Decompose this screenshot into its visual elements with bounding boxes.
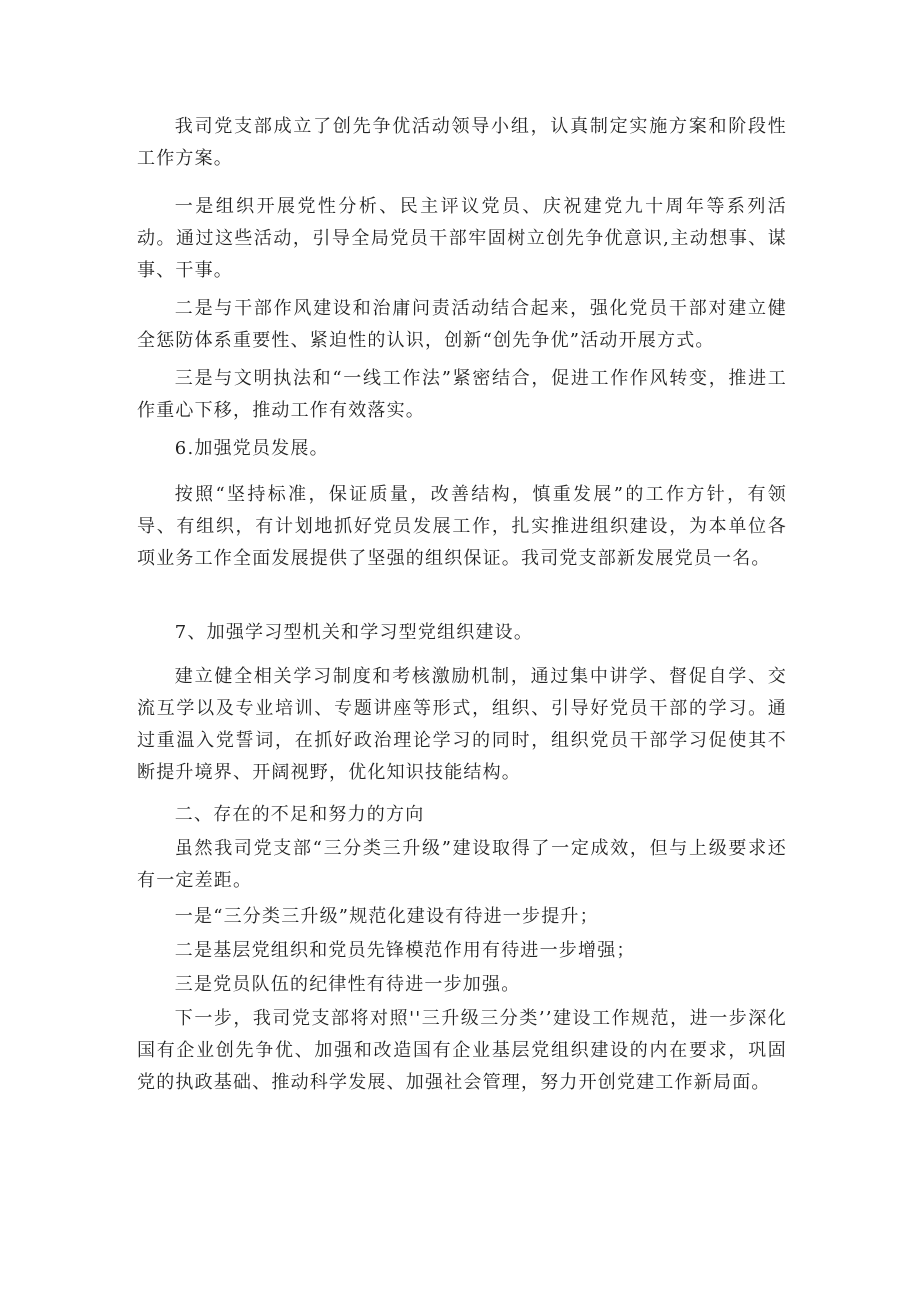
- paragraph-gap-one: 一是“三分类三升级”规范化建设有待进一步提升；: [174, 906, 599, 927]
- paragraph-item-two: 二是与干部作风建设和治庸问责活动结合起来，强化党员干部对建立健全惩防体系重要性、紧迫性的认识，创新“创先争优”活动开展方式。: [137, 298, 787, 351]
- paragraph-item-one: 一是组织开展党性分析、民主评议党员、庆祝建党九十周年等系列活动。通过这些活动，引导全局党员干部牢固树立创先争优意识,主动想事、谋事、干事。: [137, 196, 787, 281]
- paragraph-item-three: 三是与文明执法和“一线工作法”紧密结合，促进工作作风转变，推进工作重心下移，推动工作有效落实。: [137, 368, 787, 421]
- paragraph-party-member-development: 按照“坚持标准，保证质量，改善结构，慎重发展”的工作方针，有领导、有组织，有计划地抓好党员发展工作，扎实推进组织建设，为本单位各项业务工作全面发展提供了坚强的组织保证。我司党支部新发展党员一名。: [137, 484, 787, 569]
- paragraph-branch-leadership: 我司党支部成立了创先争优活动领导小组，认真制定实施方案和阶段性工作方案。: [137, 116, 787, 169]
- paragraph-next-steps: 下一步，我司党支部将对照''三升级三分类’’建设工作规范，进一步深化国有企业创先争优、加强和改造国有企业基层党组织建设的内在要求，巩固党的执政基础、推动科学发展、加强社会管理，努力开创党建工作新局面。: [137, 1008, 787, 1093]
- heading-shortcomings: 二、存在的不足和努力的方向: [174, 804, 425, 825]
- heading-section-7: 7、加强学习型机关和学习型党组织建设。: [174, 622, 534, 643]
- paragraph-gap-two: 二是基层党组织和党员先锋模范作用有待进一步增强；: [174, 940, 636, 961]
- paragraph-learning-system: 建立健全相关学习制度和考核激励机制，通过集中讲学、督促自学、交流互学以及专业培训、专题讲座等形式，组织、引导好党员干部的学习。通过重温入党誓词，在抓好政治理论学习的同时，组织党员干部学习促使其不断提升境界、开阔视野，优化知识技能结构。: [137, 666, 787, 783]
- heading-section-6: 6.加强党员发展。: [174, 438, 329, 459]
- paragraph-gap-statement: 虽然我司党支部“三分类三升级”建设取得了一定成效，但与上级要求还有一定差距。: [137, 838, 787, 891]
- paragraph-gap-three: 三是党员队伍的纪律性有待进一步加强。: [174, 974, 521, 995]
